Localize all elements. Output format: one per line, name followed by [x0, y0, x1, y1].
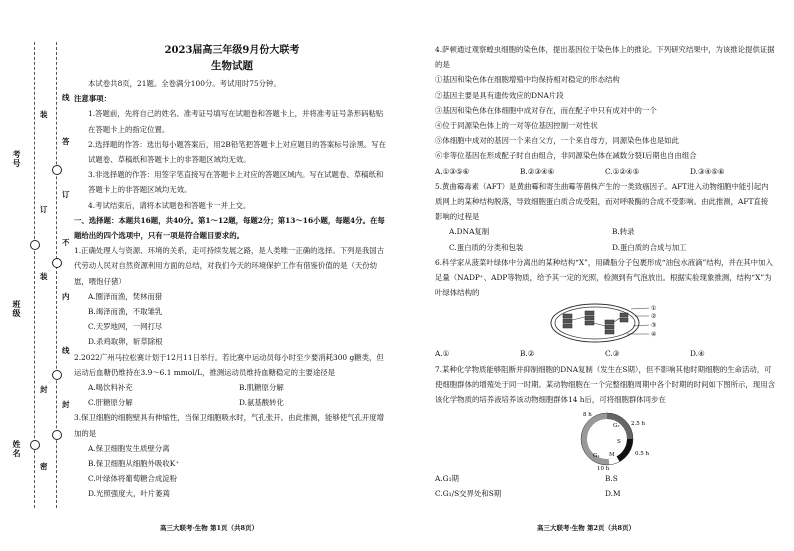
statement-item: ⑥非等位基因在形成配子时自由组合，非同源染色体在减数分裂Ⅰ后期也自由组合 — [435, 151, 697, 161]
exam-number-label: 考号 — [12, 150, 22, 168]
margin-char: 线 — [62, 93, 70, 102]
option: B.转录 — [612, 227, 635, 237]
name-label: 姓名 — [12, 440, 22, 458]
option-row — [435, 346, 775, 361]
margin-char: 内 — [62, 292, 70, 301]
option-row — [435, 164, 775, 179]
option-row — [435, 486, 775, 501]
option: D.氨基酸转化 — [239, 398, 284, 408]
statement-item: ④位于同源染色体上的一对等位基因控制一对性状 — [435, 121, 598, 131]
question-stem: 3.保卫细胞的细胞壁具有伸缩性，当保卫细胞吸水时，气孔张开。由此推测，能够使气孔开度增加的是 — [74, 413, 385, 438]
option: D.光照强度大，叶片萎蔫 — [88, 489, 170, 499]
question-4 — [435, 42, 775, 179]
binding-line-inner — [34, 42, 35, 508]
figure-label: ④ — [651, 331, 657, 339]
option: A.① — [435, 349, 450, 359]
binding-hole — [52, 370, 62, 380]
option: C.G₁/S交界处和S期 — [435, 489, 502, 499]
cycle-label: 2.5 h — [631, 421, 646, 428]
cycle-label: 0.5 h — [635, 451, 650, 458]
option: D.杀鸡取卵，斩草除根 — [88, 337, 163, 347]
question-stem: 1.正确处理人与资源、环境的关系，走可持续发展之路，是人类唯一正确的选择。下列是我国古代劳动人民对自然资源利用方面的总结，对我们今天的环境保护工作有借鉴价值的是（天份幼崽，喂饱仔猪） — [74, 246, 385, 286]
question-stem: 5.黄曲霉毒素（AFT）是黄曲霉和寄生曲霉等菌株产生的一类致癌因子。AFT进入动物细胞中能引起内质网上的某种结构脱落，导致细胞蛋白质合成受阻，而对呼吸酶的合成不受影响。由此推测，AFT直接影响的过程是 — [435, 181, 769, 222]
question-stem: 4.萨顿通过观察蝗虫细胞的染色体，提出基因位于染色体上的推论。下列研究结果中，为该推论提供证据的是 — [435, 45, 775, 70]
statement-item: ①基因和染色体在细胞增殖中均保持相对稳定的形态结构 — [435, 75, 620, 85]
option: A.①③⑤⑥ — [435, 166, 470, 176]
binding-margin — [0, 0, 70, 551]
margin-char: 订 — [62, 190, 70, 199]
cycle-label: M — [609, 452, 615, 459]
question-3 — [74, 410, 390, 501]
page-footer: 高三大联考·生物 第2页（共8页） — [537, 524, 636, 532]
option: A.喝饮料补充 — [88, 383, 133, 393]
left-content — [74, 44, 390, 502]
section-heading: 一、选择题：本题共16题，共40分。第1～12题，每题2分；第13～16小题，每题4分。在每题给出的四个选项中，只有一项是符合题目要求的。 — [74, 215, 385, 241]
question-stem: 2.2022广州马拉松赛计划于12月11日举行。若比赛中运动员每小时至少要消耗300 g糖类，但运动后血糖仍维持在3.9～6.1 mmol/L，推测运动员维持血糖稳定的主要途径是 — [74, 352, 384, 377]
statement-item: ⑤体细胞中成对的基因一个来自父方，一个来自母方，同源染色体也是如此 — [435, 136, 679, 146]
option: B.肌糖原分解 — [239, 383, 284, 393]
cycle-label: S — [617, 439, 621, 446]
option: C.天罗地网，一网打尽 — [88, 322, 163, 332]
option: C.蛋白质的分类和包装 — [449, 242, 524, 252]
cell-cycle-figure — [435, 407, 775, 471]
option: D.M — [605, 489, 621, 499]
note-item: 1.答题前，先将自己的姓名、准考证号填写在试题卷和答题卡上，并将准考证号条形码粘贴在答题卡上的指定位置。 — [88, 109, 384, 134]
option: D.③④⑤⑥ — [690, 166, 725, 176]
option-row — [74, 380, 390, 395]
option-row — [74, 395, 390, 410]
margin-char: 密 — [40, 462, 48, 471]
binding-hole — [30, 240, 40, 250]
question-7 — [435, 362, 775, 502]
class-label: 班级 — [12, 300, 22, 318]
option: C.叶绿体将葡萄糖合成淀粉 — [88, 474, 178, 484]
page-footer: 高三大联考·生物 第1页（共8页） — [160, 524, 259, 532]
question-stem: 6.科学家从菠菜叶绿体中分离出的某种结构“X”，用磷脂分子包裹形成“油包水液滴”结构，并在其中加入足量（NADP⁺、ADP等物质，给予其一定的光照，检测到有气泡放出。根据实验现象推测，结构“X”为叶绿体结构的 — [435, 257, 773, 298]
binding-hole — [52, 430, 62, 440]
margin-char: 答 — [62, 137, 70, 146]
cell-cycle-icon — [435, 407, 775, 471]
right-page — [397, 0, 794, 551]
note-item: 3.非选择题的作答：用签字笔直接写在答题卡上对应的答题区域内。写在试题卷、草稿纸和答题卡上的非答题区域均无效。 — [88, 170, 384, 195]
option: C.①②④⑤ — [605, 166, 640, 176]
chloroplast-figure — [435, 300, 775, 346]
binding-hole — [52, 258, 62, 268]
margin-char: 封 — [62, 400, 70, 409]
chloroplast-icon — [435, 300, 775, 346]
question-6 — [435, 255, 775, 362]
option: A.DNA复制 — [449, 227, 490, 237]
question-1 — [74, 243, 390, 349]
question-stem: 7.某种化学物质能够阻断并抑制细胞的DNA复制（发生在S期），但不影响其他时期细胞的生命活动，可使细胞群体的增殖处于同一时期。某动物细胞在一个完整细胞周期中各个时期的时间如下图所示，现用含该化学物质的培养液培养该动物细胞群体14 h后，可将细胞群体同步在 — [435, 364, 775, 405]
cycle-label: 10 h — [597, 466, 610, 472]
right-content — [435, 42, 775, 502]
exam-title: 2023届高三年级9月份大联考 — [164, 45, 300, 56]
note-item: 4.考试结束后，请将本试题卷和答题卡一并上交。 — [88, 200, 251, 210]
figure-label: ③ — [651, 322, 657, 330]
cycle-label: G₁ — [593, 453, 600, 460]
option: C.肝糖原分解 — [88, 398, 133, 408]
option-row — [435, 240, 775, 255]
cycle-label: G₂ — [613, 423, 620, 430]
option: B.S — [605, 474, 618, 484]
binding-hole — [52, 165, 62, 175]
option-row — [435, 471, 775, 486]
binding-hole — [30, 440, 40, 450]
margin-char: 订 — [40, 205, 48, 214]
notes-heading: 注意事项： — [74, 94, 111, 104]
note-item: 2.选择题的作答：选出每小题答案后，用2B铅笔把答题卡上对应题目的答案标号涂黑。写在试题卷、草稿纸和答题卡上的非答题区域均无效。 — [88, 139, 387, 165]
option: A.圈泽而渔，焚林而猎 — [88, 291, 163, 301]
cycle-label: 8 h — [583, 412, 592, 419]
option: D.蛋白质的合成与加工 — [612, 242, 687, 252]
margin-char: 线 — [62, 346, 70, 355]
margin-char: 不 — [62, 238, 70, 247]
statement-item: ③基因和染色体在体细胞中成对存在，而在配子中只有成对中的一个 — [435, 105, 657, 115]
margin-char: 装 — [40, 272, 48, 281]
intro-text: 本试卷共8页，21题。全卷满分100分。考试用时75分钟。 — [88, 79, 281, 88]
question-5 — [435, 179, 775, 255]
option: C.③ — [605, 349, 620, 359]
option: A.保卫细胞发生质壁分离 — [88, 443, 170, 453]
figure-label: ② — [651, 313, 657, 321]
option: A.G₁期 — [435, 474, 459, 484]
option: D.④ — [690, 349, 705, 359]
question-2 — [74, 350, 390, 411]
margin-char: 装 — [40, 110, 48, 119]
option: B.保卫细胞从细胞外吸收K⁺ — [88, 459, 180, 469]
figure-label: ① — [651, 305, 657, 313]
statement-item: ②基因主要是具有遗传效应的DNA片段 — [435, 90, 564, 100]
subject-title: 生物试题 — [211, 60, 253, 72]
option: B.竭泽而渔，不取雏乳 — [88, 307, 163, 317]
margin-char: 封 — [40, 385, 48, 394]
option-row — [435, 224, 775, 239]
option: B.②③④⑥ — [520, 166, 555, 176]
option: B.② — [520, 349, 535, 359]
